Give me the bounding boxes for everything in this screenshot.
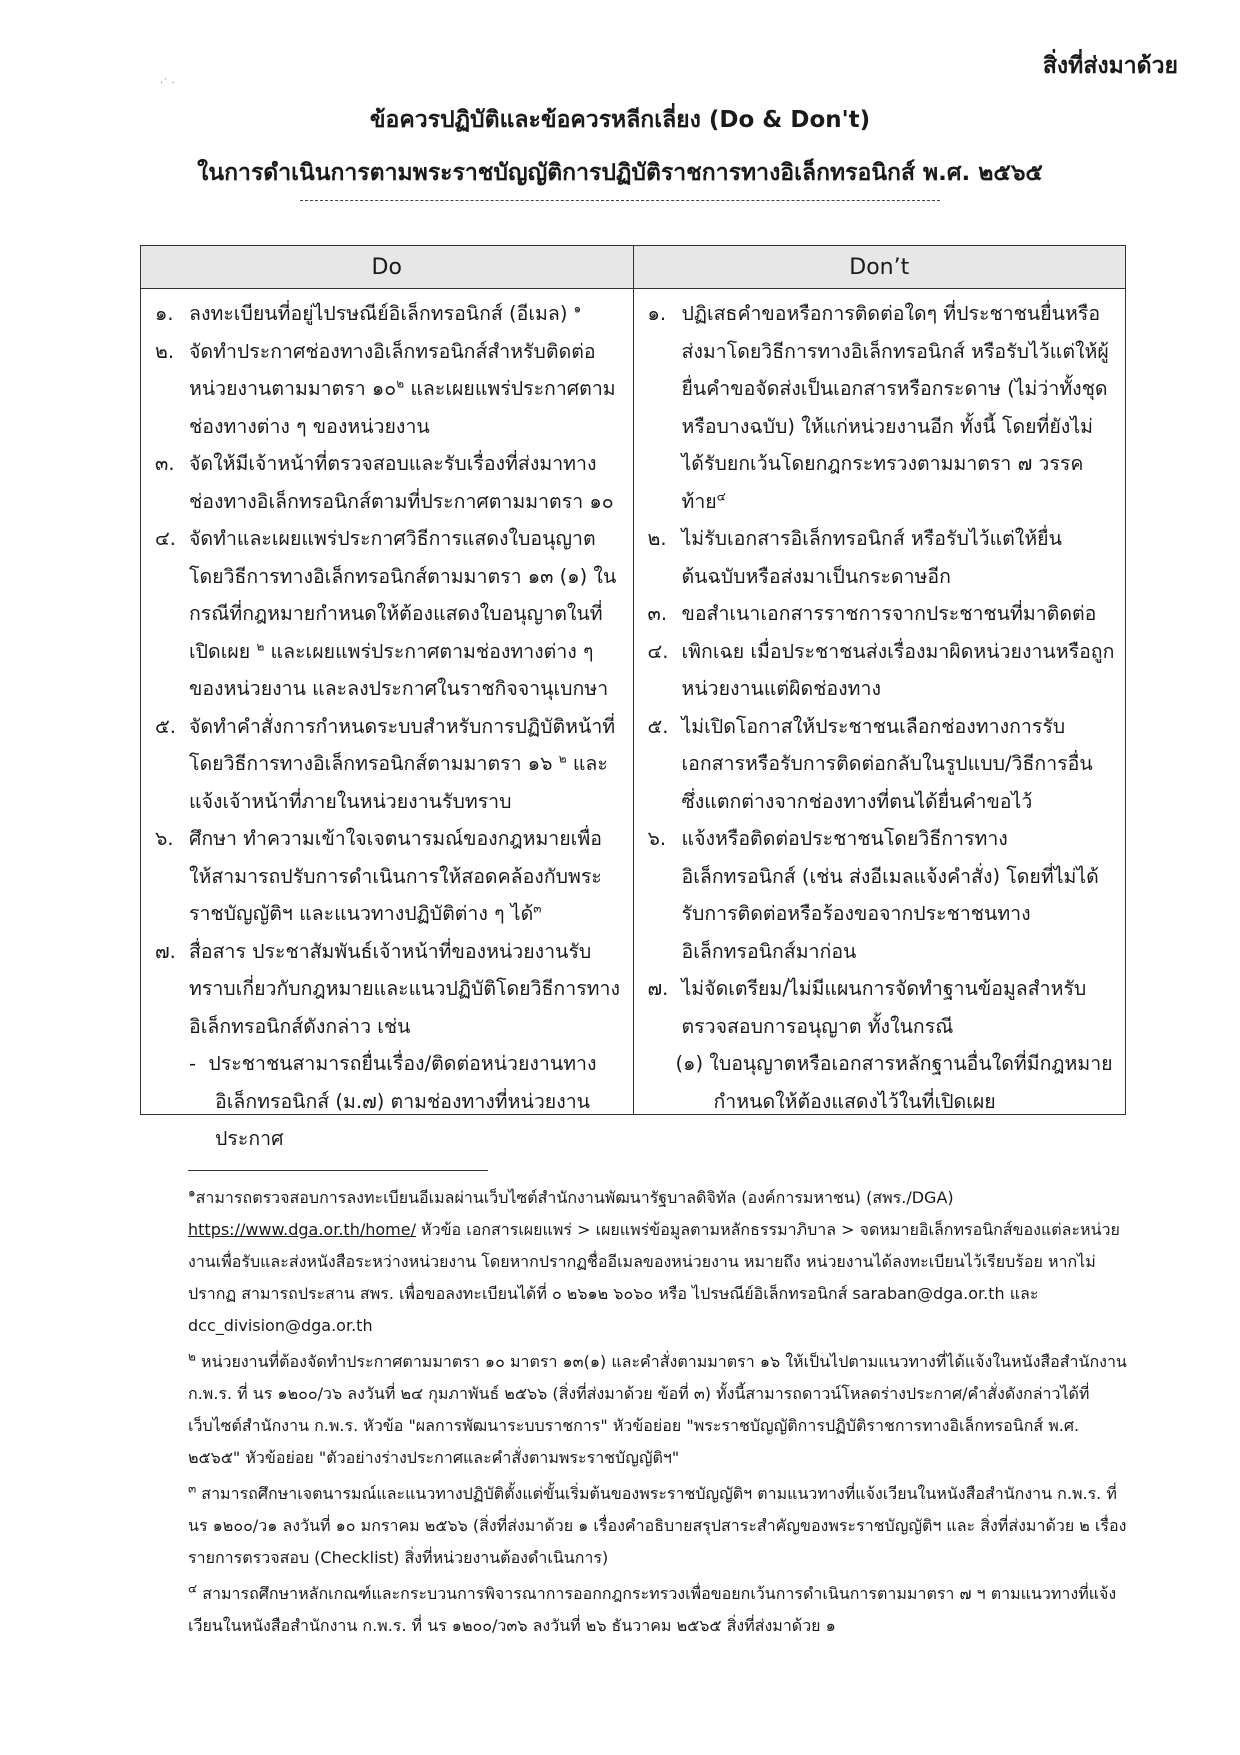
footnote: $^๓$ สามารถศึกษาเจตนารมณ์และแนวทางปฏิบัติตั้งแต่ขั้นเริ่มต้นของพระราชบัญญัติฯ ตามแนวทางที่แจ้งเวียนในหนังสือสำนักงาน ก.พ.ร. ที่ นร ๑๒๐๐/ว๑ ลงวันที่ ๑๐ มกราคม ๒๕๖๖ (สิ่งที่ส่งมาด้วย ๑ เรื่องคำอธิบายสรุปสาระสำคัญของพระราชบัญญัติฯ และ สิ่งที่ส่งมาด้วย ๒ เรื่อง รายการตรวจสอบ (Checklist) สิ่งที่หน่วยงานต้องดำเนินการ) <box>188 1481 1127 1567</box>
dont-item: ๗. ไม่จัดเตรียม/ไม่มีแผนการจัดทำฐานข้อมูลสำหรับตรวจสอบการอนุญาต ทั้งในกรณี <box>647 977 1087 1038</box>
do-sub-item: - ประชาชนสามารถยื่นเรื่อง/ติดต่อหน่วยงานทางอิเล็กทรอนิกส์ (ม.๗) ตามช่องทางที่หน่วยงานประกาศ <box>189 1052 597 1150</box>
document-title: ข้อควรปฏิบัติและข้อควรหลีกเลี่ยง (Do & Don't) <box>369 107 871 133</box>
do-item: ๒. จัดทำประกาศช่องทางอิเล็กทรอนิกส์สำหรับติดต่อหน่วยงานตามมาตรา ๑๐$^๒$ และเผยแพร่ประกาศตามช่องทางต่าง ๆ ของหน่วยงาน <box>155 339 616 438</box>
dont-item: ๑. ปฏิเสธคำขอหรือการติดต่อใดๆ ที่ประชาชนยื่นหรือส่งมาโดยวิธีการทางอิเล็กทรอนิกส์ หรือรับไว้แต่ให้ผู้ยื่นคำขอจัดส่งเป็นเอกสารหรือกระดาษ (ไม่ว่าทั้งชุดหรือบางฉบับ) ให้แก่หน่วยงานอีก ทั้งนี้ โดยที่ยังไม่ได้รับยกเว้นโดยกฎกระทรวงตามมาตรา ๗ วรรคท้าย$^๔$ <box>647 302 1109 513</box>
dont-column <box>634 289 1126 1115</box>
dont-item: ๓. ขอสำเนาเอกสารราชการจากประชาชนที่มาติดต่อ <box>647 602 1097 625</box>
document-subtitle: ในการดำเนินการตามพระราชบัญญัติการปฏิบัติราชการทางอิเล็กทรอนิกส์ พ.ศ. ๒๕๖๕ <box>197 160 1043 186</box>
dont-item: ๒. ไม่รับเอกสารอิเล็กทรอนิกส์ หรือรับไว้แต่ให้ยื่นต้นฉบับหรือส่งมาเป็นกระดาษอีก <box>647 527 1062 588</box>
dont-sub-item: (๑) ใบอนุญาตหรือเอกสารหลักฐานอื่นใดที่มีกฎหมายกำหนดให้ต้องแสดงไว้ในที่เปิดเผย <box>675 1052 1113 1113</box>
dont-item: ๖. แจ้งหรือติดต่อประชาชนโดยวิธีการทางอิเล็กทรอนิกส์ (เช่น ส่งอีเมลแจ้งคำสั่ง) โดยที่ไม่ได้รับการติดต่อหรือร้องขอจากประชาชนทางอิเล็กทรอนิกส์มาก่อน <box>647 827 1099 963</box>
footnote: $^๑$สามารถตรวจสอบการลงทะเบียนอีเมลผ่านเว็บไซต์สำนักงานพัฒนารัฐบาลดิจิทัล (องค์การมหาชน) (สพร./DGA) https://www.dga.or.th/home/ หัวข้อ เอกสารเผยแพร่ > เผยแพร่ข้อมูลตามหลักธรรมาภิบาล > จดหมายอิเล็กทรอนิกส์ของแต่ละหน่วยงานเพื่อรับและส่งหนังสือระหว่างหน่วยงาน โดยหากปรากฏชื่ออีเมลของหน่วยงาน หมายถึง หน่วยงานได้ลงทะเบียนไว้เรียบร้อย หากไม่ปรากฏ สามารถประสาน สพร. เพื่อขอลงทะเบียนได้ที่ ๐ ๒๖๑๒ ๖๐๖๐ หรือ ไปรษณีย์อิเล็กทรอนิกส์ saraban@dga.or.th และ dcc_division@dga.or.th <box>188 1185 1120 1335</box>
footnote: $^๒$ หน่วยงานที่ต้องจัดทำประกาศตามมาตรา ๑๐ มาตรา ๑๓(๑) และคำสั่งตามมาตรา ๑๖ ให้เป็นไปตามแนวทางที่ได้แจ้งในหนังสือสำนักงาน ก.พ.ร. ที่ นร ๑๒๐๐/ว๖ ลงวันที่ ๒๔ กุมภาพันธ์ ๒๕๖๖ (สิ่งที่ส่งมาด้วย ข้อที่ ๓) ทั้งนี้สามารถดาวน์โหลดร่างประกาศ/คำสั่งดังกล่าวได้ที่เว็บไซต์สำนักงาน ก.พ.ร. หัวข้อ "ผลการพัฒนาระบบราชการ" หัวข้อย่อย "พระราชบัญญัติการปฏิบัติราชการทางอิเล็กทรอนิกส์ พ.ศ. ๒๕๖๕" หัวข้อย่อย "ตัวอย่างร่างประกาศและคำสั่งตามพระราชบัญญัติฯ" <box>188 1349 1127 1467</box>
do-column <box>141 289 634 1150</box>
dont-item: ๕. ไม่เปิดโอกาสให้ประชาชนเลือกช่องทางการรับเอกสารหรือรับการติดต่อกลับในรูปแบบ/วิธีการอื่นซึ่งแตกต่างจากช่องทางที่ตนได้ยื่นคำขอไว้ <box>647 714 1093 813</box>
dont-header: Don’t <box>849 254 910 280</box>
dont-item: ๔. เพิกเฉย เมื่อประชาชนส่งเรื่องมาผิดหน่วยงานหรือถูกหน่วยงานแต่ผิดช่องทาง <box>647 639 1115 700</box>
do-item: ๑. ลงทะเบียนที่อยู่ไปรษณีย์อิเล็กทรอนิกส์ (อีเมล) $^๑$ <box>155 301 582 325</box>
dga-link[interactable]: https://www.dga.or.th/home/ <box>188 1220 416 1239</box>
footnotes <box>188 1182 1128 1646</box>
do-item: ๗. สื่อสาร ประชาสัมพันธ์เจ้าหน้าที่ของหน่วยงานรับทราบเกี่ยวกับกฎหมายและแนวปฏิบัติโดยวิธีการทางอิเล็กทรอนิกส์ดังกล่าว เช่น <box>155 939 620 1038</box>
do-dont-table <box>140 245 1126 1150</box>
footnote-rule <box>188 1170 488 1171</box>
scan-specks: ·˙ · <box>160 78 175 89</box>
do-item: ๖. ศึกษา ทำความเข้าใจเจตนารมณ์ของกฎหมายเพื่อให้สามารถปรับการดำเนินการให้สอดคล้องกับพระราชบัญญัติฯ และแนวทางปฏิบัติต่าง ๆ ได้$^๓$ <box>155 827 602 925</box>
table-header <box>141 246 1125 289</box>
footnote: $^๔$ สามารถศึกษาหลักเกณฑ์และกระบวนการพิจารณาการออกกฎกระทรวงเพื่อขอยกเว้นการดำเนินการตามมาตรา ๗ ฯ ตามแนวทางที่แจ้งเวียนในหนังสือสำนักงาน ก.พ.ร. ที่ นร ๑๒๐๐/ว๓๖ ลงวันที่ ๒๖ ธันวาคม ๒๕๖๕ สิ่งที่ส่งมาด้วย ๑ <box>188 1581 1117 1635</box>
do-item: ๓. จัดให้มีเจ้าหน้าที่ตรวจสอบและรับเรื่องที่ส่งมาทางช่องทางอิเล็กทรอนิกส์ตามที่ประกาศตามมาตรา ๑๐ <box>155 452 614 513</box>
do-header: Do <box>141 246 634 288</box>
do-item: ๔. จัดทำและเผยแพร่ประกาศวิธีการแสดงใบอนุญาตโดยวิธีการทางอิเล็กทรอนิกส์ตามมาตรา ๑๓ (๑) ในกรณีที่กฎหมายกำหนดให้ต้องแสดงใบอนุญาตในที่เปิดเผย $^๒$ และเผยแพร่ประกาศตามช่องทางต่าง ๆ ของหน่วยงาน และลงประกาศในราชกิจจานุเบกษา <box>155 527 617 700</box>
attachment-label: สิ่งที่ส่งมาด้วย <box>1042 53 1178 79</box>
do-item: ๕. จัดทำคำสั่งการกำหนดระบบสำหรับการปฏิบัติหน้าที่โดยวิธีการทางอิเล็กทรอนิกส์ตามมาตรา ๑๖ $^๒$ และแจ้งเจ้าหน้าที่ภายในหน่วยงานรับทราบ <box>155 714 616 813</box>
dashed-divider <box>300 200 940 201</box>
